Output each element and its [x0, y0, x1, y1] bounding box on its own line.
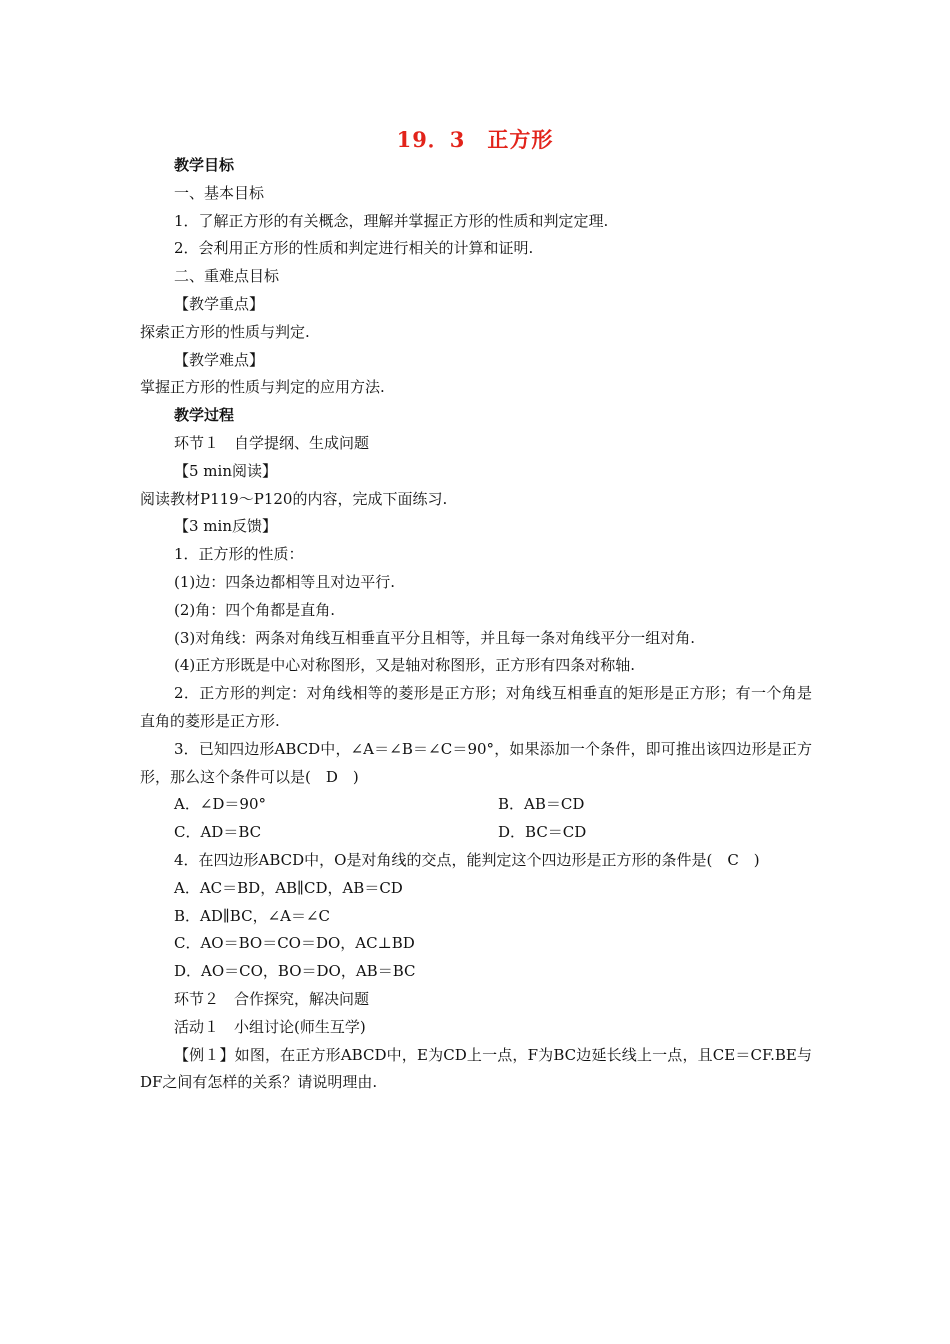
text-line: 二、重难点目标 [174, 267, 280, 286]
section-heading: 教学目标 [174, 156, 235, 174]
text-paragraph: 2．正方形的判定：对角线相等的菱形是正方形；对角线互相垂直的矩形是正方形；有一个角是直角的菱形是正方形. [140, 684, 812, 730]
option-c: C．AD＝BC [174, 823, 262, 842]
page-title: 19．3 正方形 [396, 127, 554, 152]
text-line: 1．正方形的性质： [174, 545, 304, 564]
example-1: 【例１】如图，在正方形ABCD中，E为CD上一点，F为BC边延长线上一点，且CE＝CF.BE与DF之间有怎样的关系？请说明理由. [140, 1045, 812, 1092]
text-line: 一、基本目标 [174, 183, 265, 202]
options-row [140, 791, 812, 819]
text-line: (2)角：四个角都是直角. [174, 600, 336, 619]
text-line: (1)边：四条边都相等且对边平行. [174, 572, 396, 591]
text-line: (4)正方形既是中心对称图形，又是轴对称图形，正方形有四条对称轴. [174, 656, 636, 675]
text-line: 【5 min阅读】 [174, 461, 277, 480]
option-a: A．∠D＝90° [174, 795, 267, 814]
text-line: 【教学难点】 [174, 350, 265, 369]
option-a: A．AC＝BD，AB∥CD，AB＝CD [174, 878, 403, 897]
options-row [140, 819, 812, 847]
text-line: 掌握正方形的性质与判定的应用方法. [140, 378, 385, 397]
question-4: 4．在四边形ABCD中，O是对角线的交点，能判定这个四边形是正方形的条件是( C ) [174, 850, 760, 869]
document-body [140, 152, 812, 1097]
text-line: 【教学重点】 [174, 294, 265, 313]
text-line: 探索正方形的性质与判定. [140, 322, 310, 341]
option-b: B．AD∥BC，∠A＝∠C [174, 906, 331, 925]
text-line: 阅读教材P119～P120的内容，完成下面练习. [140, 489, 448, 508]
option-c: C．AO＝BO＝CO＝DO，AC⊥BD [174, 934, 415, 953]
text-line: 活动１ 小组讨论(师生互学) [174, 1017, 366, 1036]
text-line: 环节１ 自学提纲、生成问题 [174, 433, 370, 452]
text-line: 环节２ 合作探究，解决问题 [174, 989, 370, 1008]
section-heading: 教学过程 [174, 406, 235, 425]
text-line: 1．了解正方形的有关概念，理解并掌握正方形的性质和判定定理. [174, 211, 609, 230]
text-line: 2．会利用正方形的性质和判定进行相关的计算和证明. [174, 239, 534, 258]
option-d: D．AO＝CO，BO＝DO，AB＝BC [174, 962, 416, 981]
question-3: 3．已知四边形ABCD中，∠A＝∠B＝∠C＝90°，如果添加一个条件，即可推出该四边形是正方形，那么这个条件可以是( D ) [140, 739, 812, 786]
option-b: B．AB＝CD [498, 795, 585, 814]
text-line: (3)对角线：两条对角线互相垂直平分且相等，并且每一条对角线平分一组对角. [174, 628, 696, 647]
text-line: 【3 min反馈】 [174, 517, 277, 536]
option-d: D．BC＝CD [498, 823, 587, 842]
